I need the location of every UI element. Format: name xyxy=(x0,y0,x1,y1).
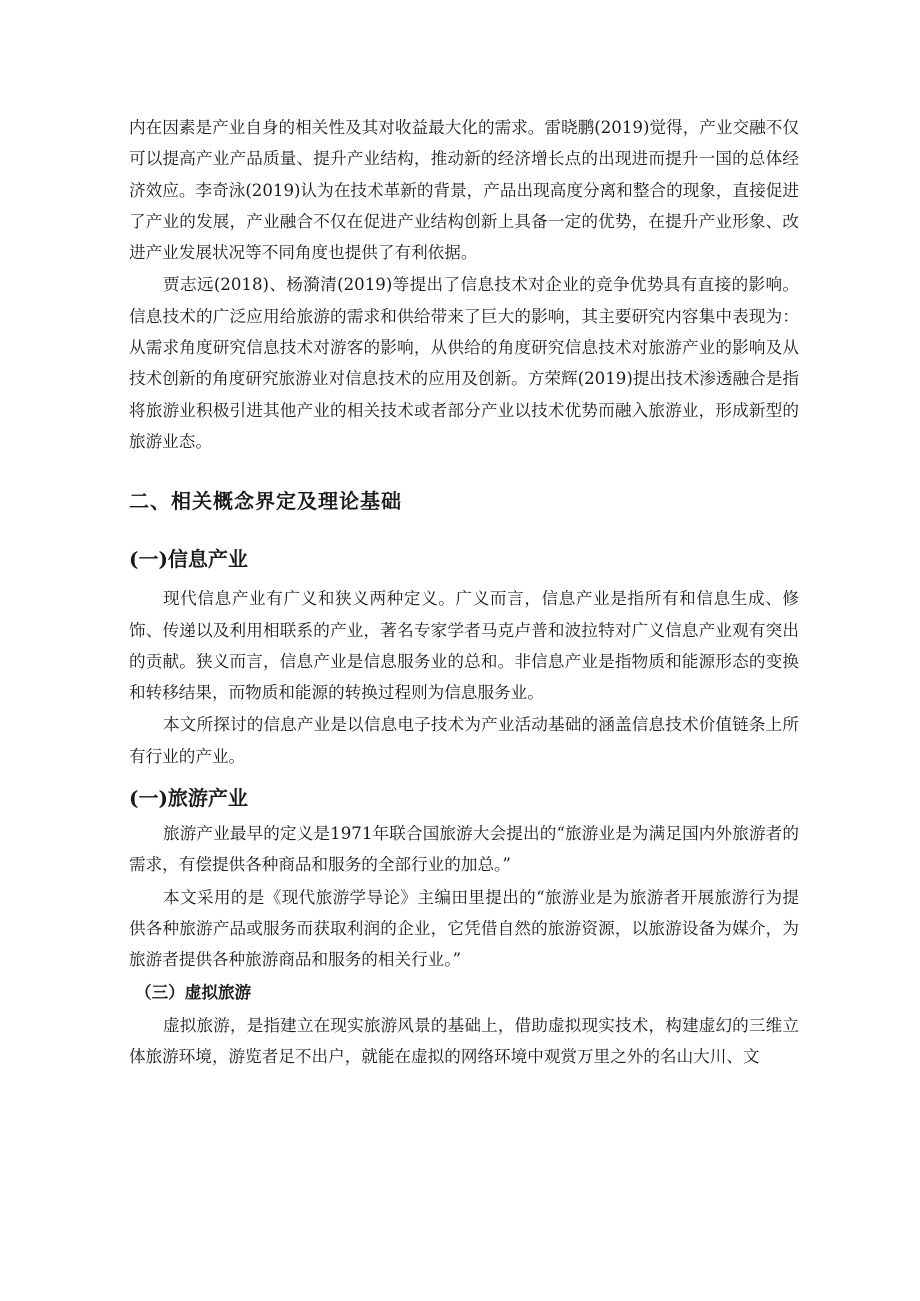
subsection-heading-virtual-tourism: （三）虚拟旅游 xyxy=(135,981,252,1002)
paragraph-tourism-industry-adopted: 本文采用的是《现代旅游学导论》主编田里提出的“旅游业是为旅游者开展旅游行为提供各种旅游产品或服务而获取利润的企业，它凭借自然的旅游资源，以旅游设备为媒介，为旅游者提供各种旅游商品和服务的相关行业。” xyxy=(129,887,799,970)
paragraph-industry-convergence: 内在因素是产业自身的相关性及其对收益最大化的需求。雷晓鹏(2019)觉得，产业交融不仅可以提高产业产品质量、提升产业结构，推动新的经济增长点的出现进而提升一国的总体经济效应。李奇泳(2019)认为在技术革新的背景，产品出现高度分离和整合的现象，直接促进了产业的发展，产业融合不仅在促进产业结构创新上具备一定的优势，在提升产业形象、改进产业发展状况等不同角度也提供了有利依据。 xyxy=(129,118,799,263)
paragraph-information-technology: 贾志远(2018)、杨漪清(2019)等提出了信息技术对企业的竞争优势具有直接的影响。信息技术的广泛应用给旅游的需求和供给带来了巨大的影响，其主要研究内容集中表现为：从需求角度研究信息技术对游客的影响，从供给的角度研究信息技术对旅游产业的影响及从技术创新的角度研究旅游业对信息技术的应用及创新。方荣辉(2019)提出技术渗透融合是指将旅游业积极引进其他产业的相关技术或者部分产业以技术优势而融入旅游业，形成新型的旅游业态。 xyxy=(129,275,799,451)
section-heading-concepts: 二、相关概念界定及理论基础 xyxy=(129,489,402,514)
document-body xyxy=(129,112,799,1072)
paragraph-virtual-tourism-definition: 虚拟旅游，是指建立在现实旅游风景的基础上，借助虚拟现实技术，构建虚幻的三维立体旅游环境，游览者足不出户，就能在虚拟的网络环境中观赏万里之外的名山大川、文 xyxy=(129,1015,799,1066)
paragraph-information-industry-scope: 本文所探讨的信息产业是以信息电子技术为产业活动基础的涵盖信息技术价值链条上所有行业的产业。 xyxy=(129,715,799,766)
subsection-heading-tourism-industry: (一)旅游产业 xyxy=(129,786,248,811)
paragraph-tourism-industry-definition: 旅游产业最早的定义是1971年联合国旅游大会提出的“旅游业是为满足国内外旅游者的需求，有偿提供各种商品和服务的全部行业的加总。” xyxy=(129,824,799,875)
subsection-heading-information-industry: (一)信息产业 xyxy=(129,547,248,572)
paragraph-information-industry-definition: 现代信息产业有广义和狭义两种定义。广义而言，信息产业是指所有和信息生成、修饰、传递以及利用相联系的产业，著名专家学者马克卢普和波拉特对广义信息产业观有突出的贡献。狭义而言，信息产业是信息服务业的总和。非信息产业是指物质和能源形态的变换和转移结果，而物质和能源的转换过程则为信息服务业。 xyxy=(129,589,799,703)
